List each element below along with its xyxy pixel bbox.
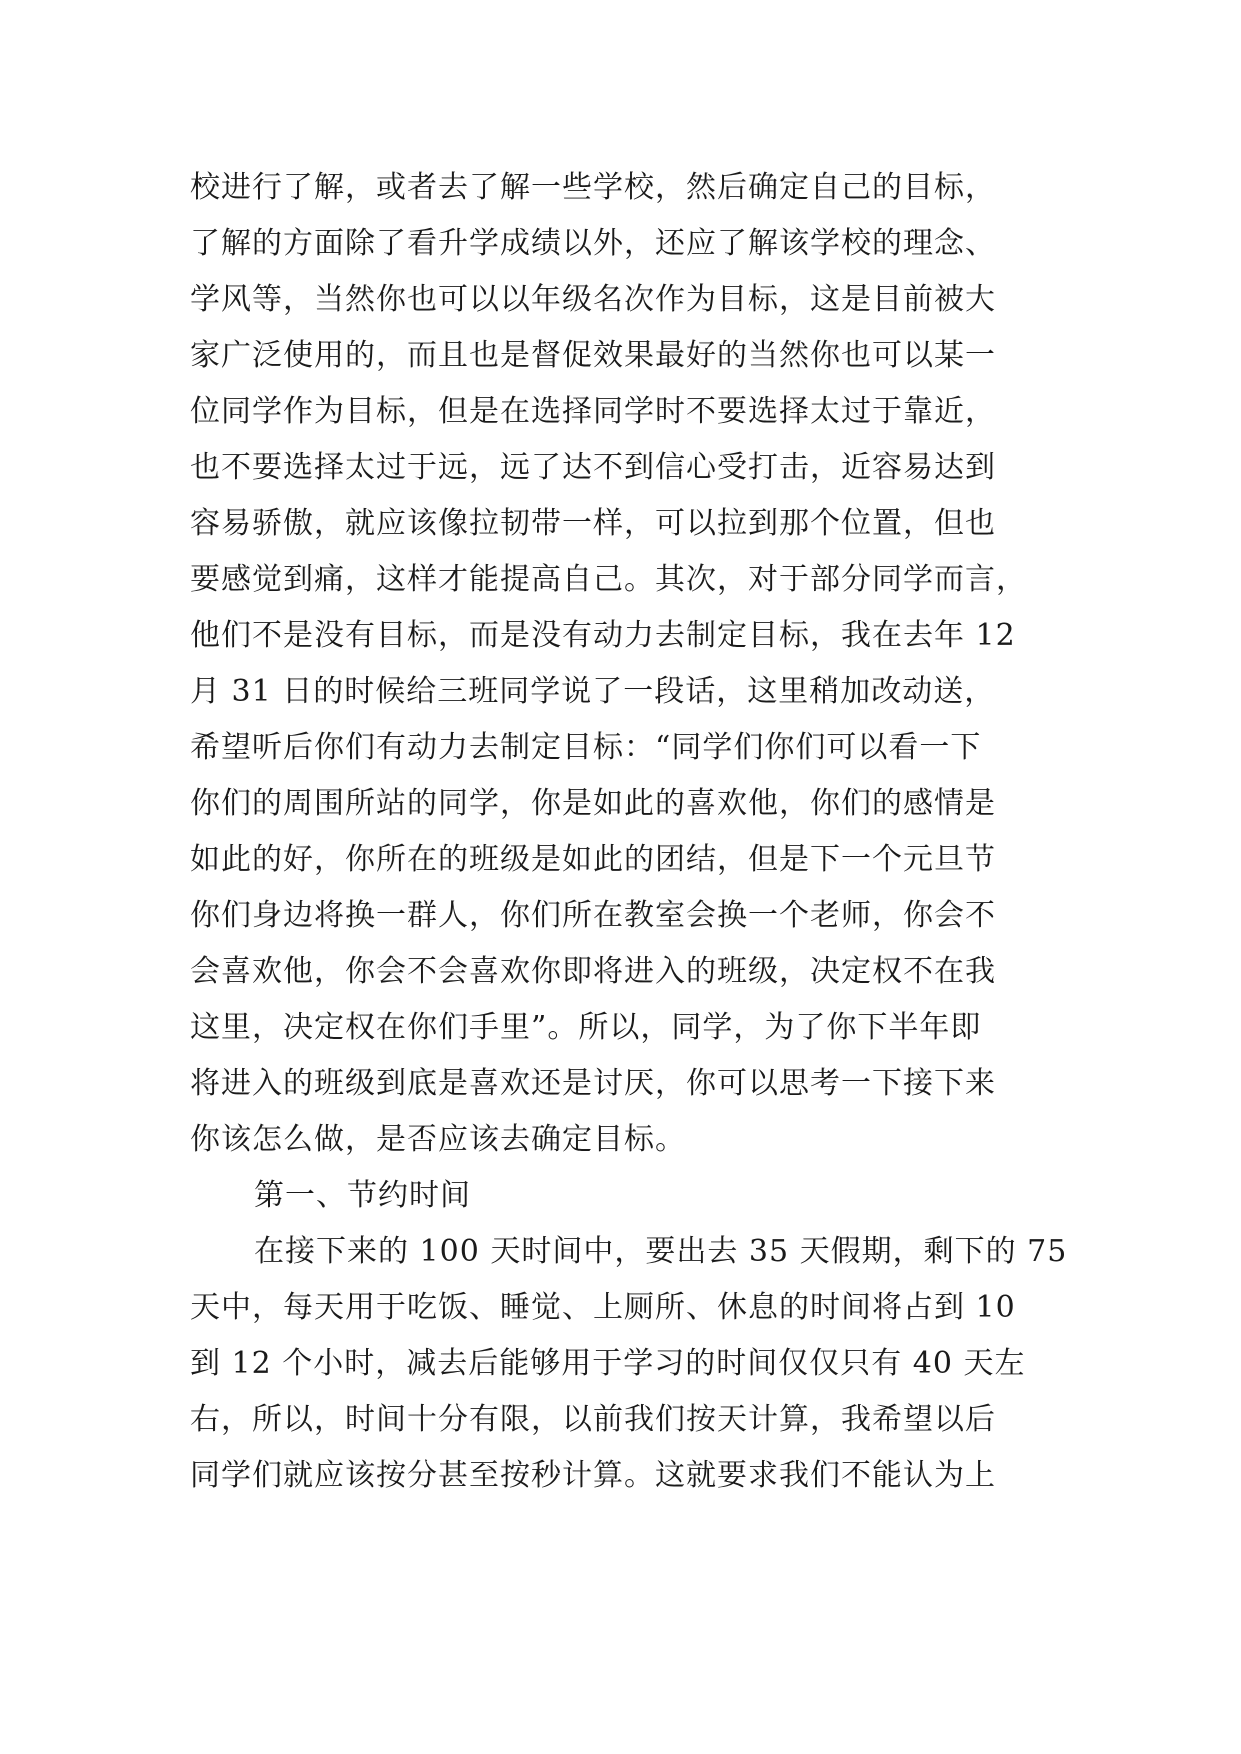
text-line: 家广泛使用的，而且也是督促效果最好的当然你也可以某一 bbox=[190, 338, 996, 373]
text-line: 如此的好，你所在的班级是如此的团结，但是下一个元旦节 bbox=[190, 842, 996, 877]
text-line: 会喜欢他，你会不会喜欢你即将进入的班级，决定权不在我 bbox=[190, 954, 996, 989]
text-line: 位同学作为目标，但是在选择同学时不要选择太过于靠近， bbox=[190, 394, 996, 429]
text-line: 校进行了解，或者去了解一些学校，然后确定自己的目标， bbox=[190, 170, 996, 205]
text-line: 也不要选择太过于远，远了达不到信心受打击，近容易达到 bbox=[190, 450, 996, 485]
text-line: 天中，每天用于吃饭、睡觉、上厕所、休息的时间将占到 10 bbox=[190, 1290, 1016, 1325]
text-line: 你该怎么做，是否应该去确定目标。 bbox=[190, 1122, 686, 1157]
text-line: 你们的周围所站的同学，你是如此的喜欢他，你们的感情是 bbox=[190, 786, 996, 821]
text-line: 在接下来的 100 天时间中，要出去 35 天假期，剩下的 75 bbox=[254, 1234, 1068, 1269]
section-heading: 第一、节约时间 bbox=[254, 1178, 471, 1213]
text-line: 将进入的班级到底是喜欢还是讨厌，你可以思考一下接下来 bbox=[190, 1066, 996, 1101]
text-line: 月 31 日的时候给三班同学说了一段话，这里稍加改动送， bbox=[190, 674, 996, 709]
text-line: 学风等，当然你也可以以年级名次作为目标，这是目前被大 bbox=[190, 282, 996, 317]
text-line: 到 12 个小时，减去后能够用于学习的时间仅仅只有 40 天左 bbox=[190, 1346, 1026, 1381]
text-line: 容易骄傲，就应该像拉韧带一样，可以拉到那个位置，但也 bbox=[190, 506, 996, 541]
text-line: 这里，决定权在你们手里”。所以，同学，为了你下半年即 bbox=[190, 1010, 982, 1045]
text-line: 右，所以，时间十分有限，以前我们按天计算，我希望以后 bbox=[190, 1402, 996, 1437]
document-body bbox=[190, 160, 1070, 1504]
text-line: 他们不是没有目标，而是没有动力去制定目标，我在去年 12 bbox=[190, 618, 1016, 653]
text-line: 要感觉到痛，这样才能提高自己。其次，对于部分同学而言， bbox=[190, 562, 1027, 597]
text-line: 了解的方面除了看升学成绩以外，还应了解该学校的理念、 bbox=[190, 226, 996, 261]
text-line: 希望听后你们有动力去制定目标：“同学们你们可以看一下 bbox=[190, 730, 982, 765]
text-line: 你们身边将换一群人，你们所在教室会换一个老师，你会不 bbox=[190, 898, 996, 933]
text-line: 同学们就应该按分甚至按秒计算。这就要求我们不能认为上 bbox=[190, 1458, 996, 1493]
